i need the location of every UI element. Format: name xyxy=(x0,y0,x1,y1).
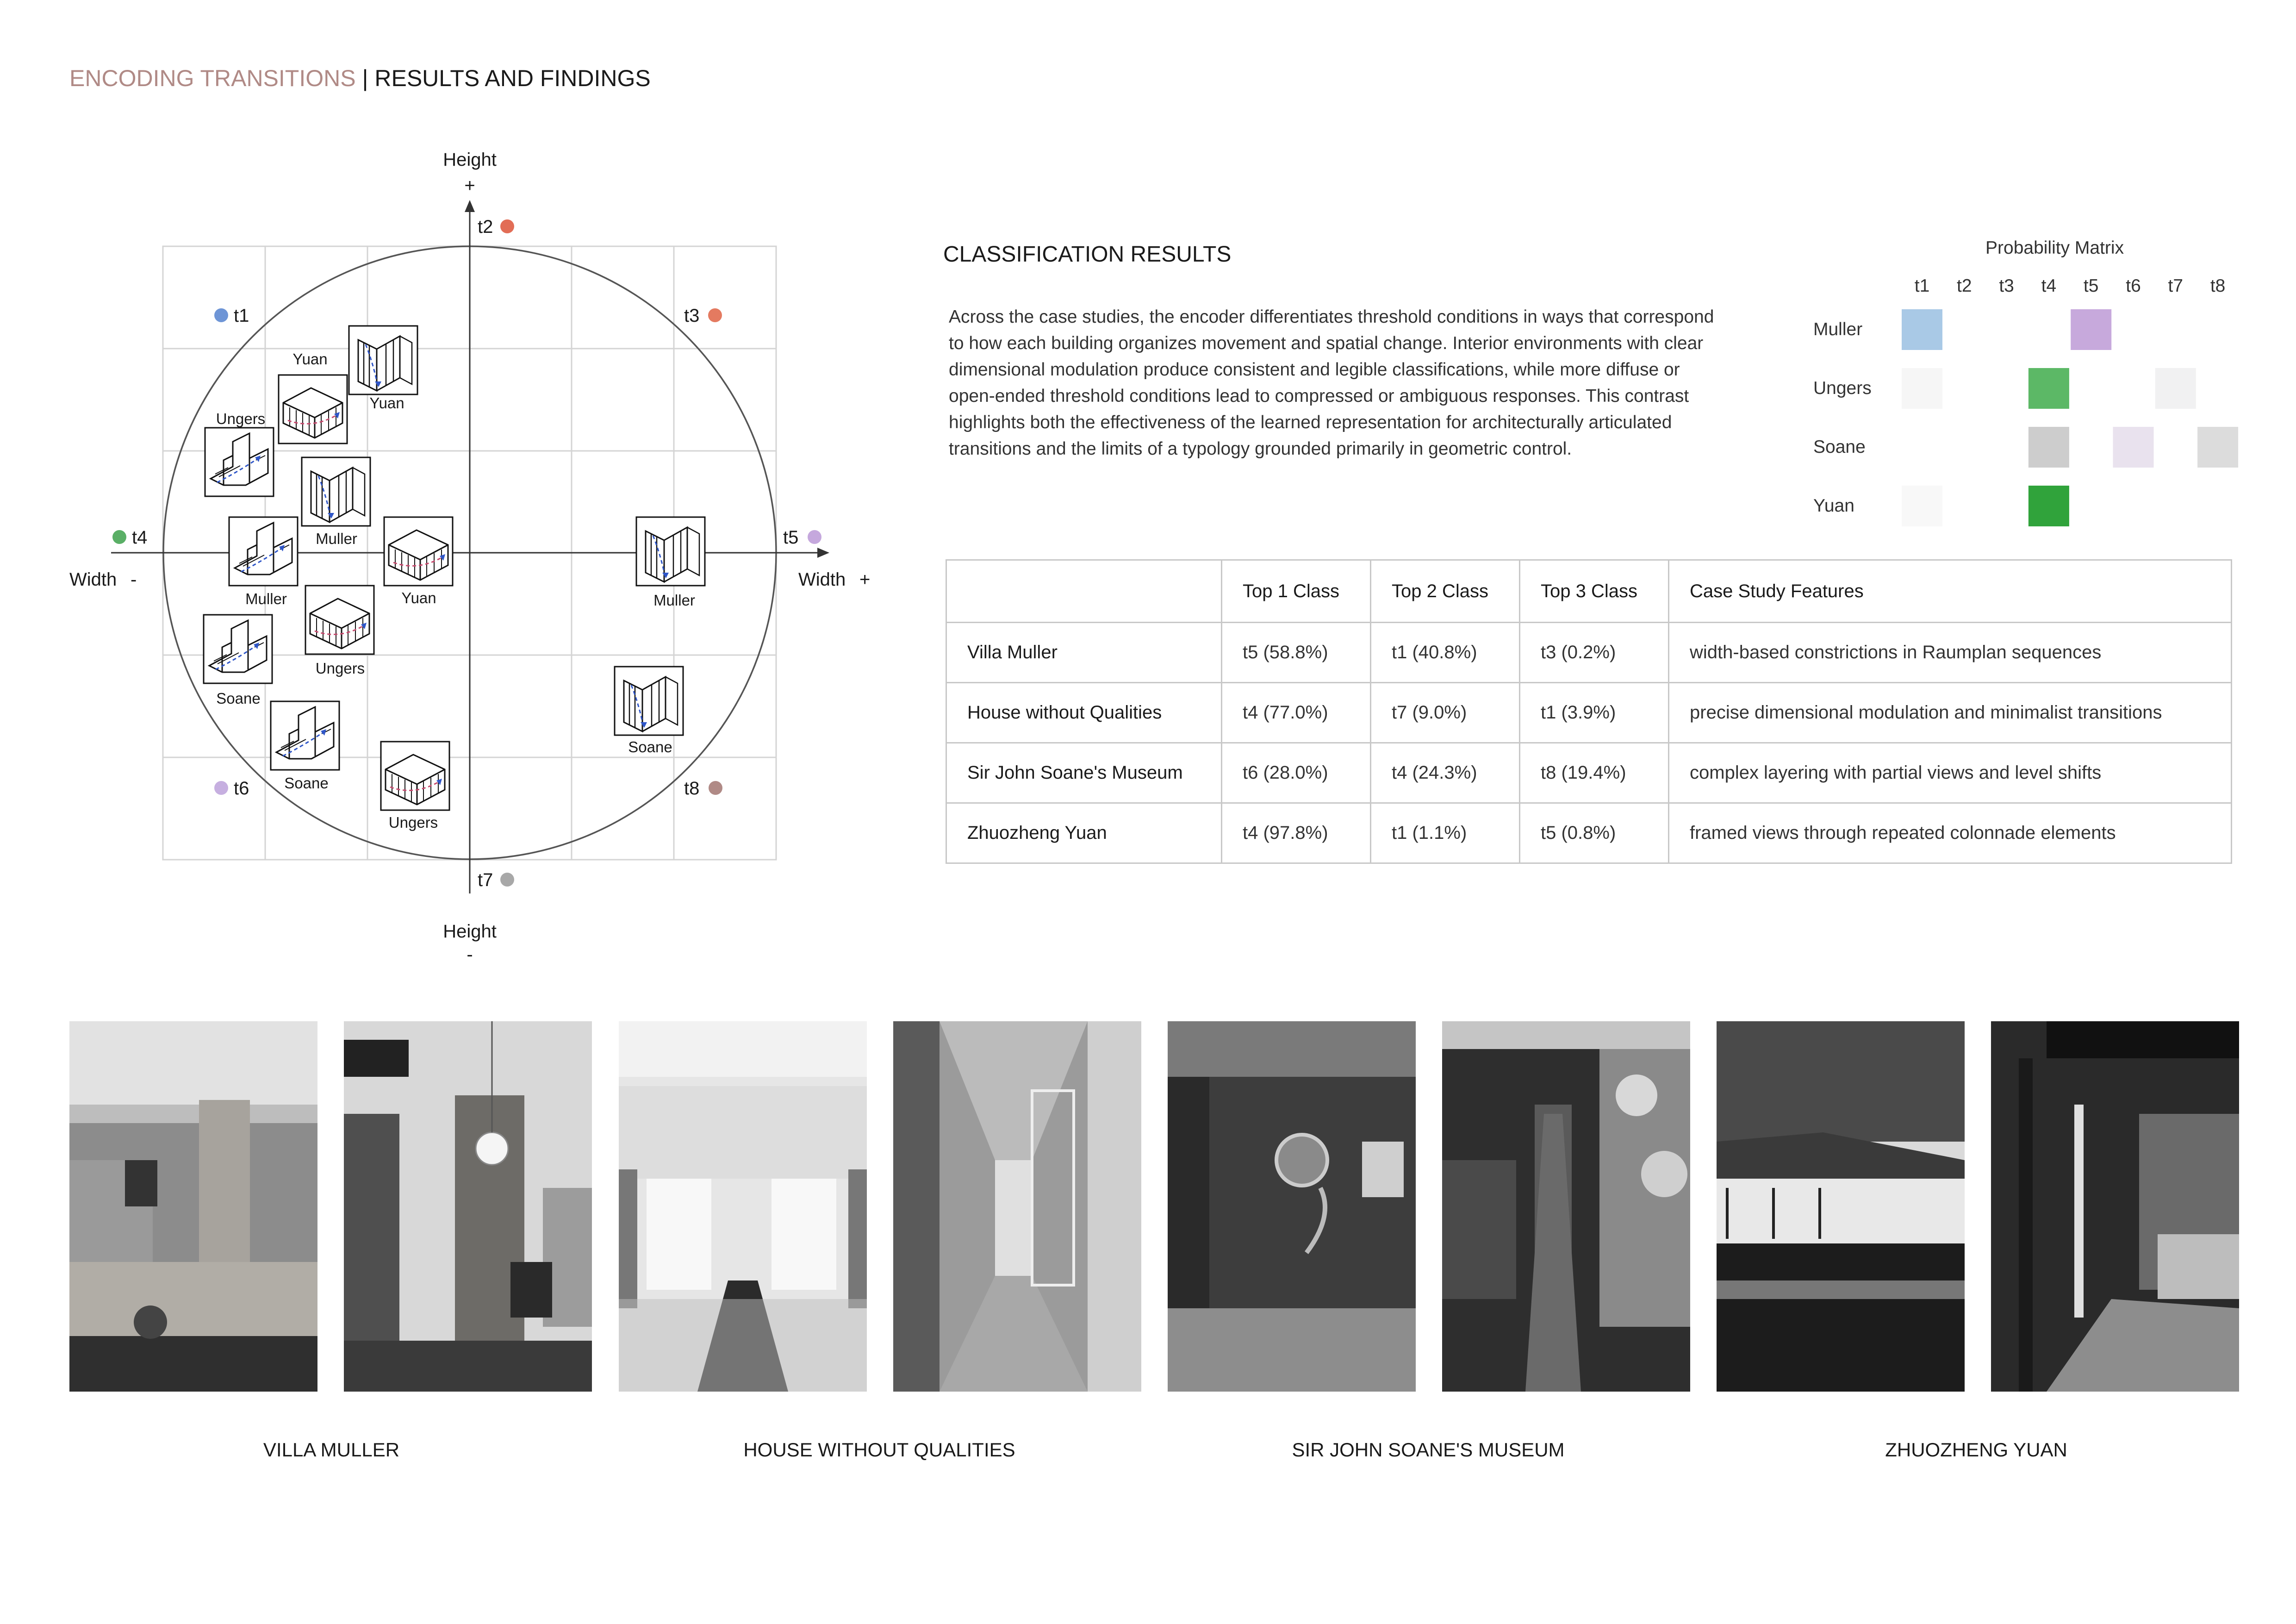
thumb-muller-1 xyxy=(302,457,370,526)
matrix-cell xyxy=(2028,368,2069,409)
table-cell: t8 (19.4%) xyxy=(1520,743,1669,803)
class-label-t6: t6 xyxy=(234,778,249,799)
table-cell: House without Qualities xyxy=(946,683,1222,743)
table-cell: precise dimensional modulation and minimalist transitions xyxy=(1669,683,2232,743)
table-cell: Villa Muller xyxy=(946,623,1222,683)
thumb-yuan-2 xyxy=(349,326,417,394)
table-cell: t3 (0.2%) xyxy=(1520,623,1669,683)
matrix-col-label: t3 xyxy=(1999,276,2014,296)
class-dot-t7 xyxy=(500,873,514,887)
thumb-label-soane-3: Soane xyxy=(284,775,329,792)
results-table xyxy=(946,559,2232,864)
matrix-cell xyxy=(2028,486,2069,526)
matrix-cell xyxy=(1902,486,1942,526)
thumb-muller-2 xyxy=(229,517,298,586)
class-dot-t4 xyxy=(112,530,126,544)
class-dot-t1 xyxy=(214,308,228,322)
matrix-cell xyxy=(1902,368,1942,409)
title-main: RESULTS AND FINDINGS xyxy=(374,65,651,91)
axis-label-top: Height xyxy=(443,150,497,170)
table-cell: complex layering with partial views and level shifts xyxy=(1669,743,2232,803)
caption-soane-museum: SIR JOHN SOANE'S MUSEUM xyxy=(1292,1439,1565,1461)
table-cell: framed views through repeated colonnade elements xyxy=(1669,803,2232,863)
thumb-label-muller-2: Muller xyxy=(245,590,287,607)
table-header-cell: Case Study Features xyxy=(1669,560,2232,623)
table-row xyxy=(946,683,2232,743)
class-label-t7: t7 xyxy=(478,870,493,890)
table-cell: t7 (9.0%) xyxy=(1371,683,1520,743)
matrix-col-label: t8 xyxy=(2210,276,2226,296)
thumb-label-soane-1: Soane xyxy=(216,690,261,707)
class-label-t4: t4 xyxy=(132,527,148,548)
class-marker-t8 xyxy=(684,778,722,799)
title-separator: | xyxy=(355,65,375,91)
class-marker-t6 xyxy=(214,778,249,799)
title-accent: ENCODING TRANSITIONS xyxy=(69,65,356,91)
class-dot-t8 xyxy=(709,781,722,795)
matrix-row-label: Soane xyxy=(1813,437,1866,457)
thumb-ungers-3 xyxy=(381,742,449,810)
thumb-soane-3 xyxy=(271,701,339,770)
table-cell: t1 (3.9%) xyxy=(1520,683,1669,743)
thumb-label-ungers-1: Ungers xyxy=(216,410,266,427)
matrix-cell xyxy=(2197,427,2238,468)
thumb-label-ungers-3: Ungers xyxy=(388,814,438,831)
thumb-soane-2 xyxy=(615,667,683,735)
photo-villa-muller-1 xyxy=(69,1021,317,1392)
thumb-ungers-2 xyxy=(305,586,374,654)
photo-soane-museum-1 xyxy=(1168,1021,1416,1392)
table-row xyxy=(946,803,2232,863)
caption-zhuozheng-yuan: ZHUOZHENG YUAN xyxy=(1885,1439,2067,1461)
table-header-cell: Top 1 Class xyxy=(1222,560,1371,623)
table-header-row xyxy=(946,560,2232,623)
table-header-cell xyxy=(946,560,1222,623)
thumb-yuan-3 xyxy=(384,517,453,586)
class-label-t5: t5 xyxy=(783,527,799,548)
thumb-label-ungers-2: Ungers xyxy=(315,660,365,677)
class-marker-t3 xyxy=(684,306,722,326)
axis-label-right: Width xyxy=(798,569,846,590)
photo-house-without-qualities-1 xyxy=(619,1021,867,1392)
matrix-row-label: Yuan xyxy=(1813,496,1854,516)
table-cell: Sir John Soane's Museum xyxy=(946,743,1222,803)
class-dot-t3 xyxy=(708,308,722,322)
axis-label-left: Width xyxy=(69,569,117,590)
photo-zhuozheng-yuan-2 xyxy=(1991,1021,2239,1392)
matrix-row-label: Ungers xyxy=(1813,378,1872,398)
table-cell: t1 (1.1%) xyxy=(1371,803,1520,863)
table-row xyxy=(946,743,2232,803)
class-marker-t7 xyxy=(478,870,514,890)
thumb-ungers-1 xyxy=(205,428,274,496)
table-cell: t4 (97.8%) xyxy=(1222,803,1371,863)
photo-zhuozheng-yuan-1 xyxy=(1717,1021,1965,1392)
classification-heading: CLASSIFICATION RESULTS xyxy=(943,242,1232,267)
matrix-cell xyxy=(2155,368,2196,409)
photo-villa-muller-2 xyxy=(344,1021,592,1392)
caption-house-without-qualities: HOUSE WITHOUT QUALITIES xyxy=(743,1439,1015,1461)
class-label-t3: t3 xyxy=(684,306,700,326)
axis-sign-left: - xyxy=(131,569,137,590)
table-cell: width-based constrictions in Raumplan sequences xyxy=(1669,623,2232,683)
class-dot-t6 xyxy=(214,781,228,795)
axis-arrow-up xyxy=(465,200,475,212)
thumb-muller-3 xyxy=(636,517,705,586)
thumb-label-yuan-3: Yuan xyxy=(401,589,436,606)
matrix-col-label: t4 xyxy=(2041,276,2057,296)
thumb-label-soane-2: Soane xyxy=(628,738,672,756)
matrix-cell xyxy=(1902,309,1942,350)
caption-villa-muller: VILLA MULLER xyxy=(263,1439,400,1461)
matrix-col-label: t6 xyxy=(2126,276,2141,296)
class-marker-t2 xyxy=(478,217,514,237)
table-cell: t6 (28.0%) xyxy=(1222,743,1371,803)
matrix-col-label: t1 xyxy=(1914,276,1930,296)
class-marker-t1 xyxy=(214,306,249,326)
matrix-col-label: t2 xyxy=(1957,276,1972,296)
matrix-col-label: t5 xyxy=(2083,276,2099,296)
table-cell: t1 (40.8%) xyxy=(1371,623,1520,683)
axis-sign-bottom: - xyxy=(467,944,473,965)
class-dot-t5 xyxy=(808,530,821,544)
table-cell: t5 (0.8%) xyxy=(1520,803,1669,863)
matrix-row-label: Muller xyxy=(1813,319,1863,339)
class-marker-t4 xyxy=(112,527,147,548)
class-label-t1: t1 xyxy=(234,306,249,326)
table-cell: t4 (77.0%) xyxy=(1222,683,1371,743)
thumb-yuan-1 xyxy=(279,375,347,443)
class-marker-t5 xyxy=(783,527,821,548)
matrix-cell xyxy=(2028,427,2069,468)
table-header-cell: Top 3 Class xyxy=(1520,560,1669,623)
thumb-label-yuan-2: Yuan xyxy=(369,394,404,412)
photo-soane-museum-2 xyxy=(1442,1021,1690,1392)
matrix-cell xyxy=(2071,309,2111,350)
thumb-label-muller-1: Muller xyxy=(316,530,357,547)
thumb-label-yuan-1: Yuan xyxy=(292,350,328,368)
table-cell: t5 (58.8%) xyxy=(1222,623,1371,683)
photo-house-without-qualities-2 xyxy=(893,1021,1141,1392)
axis-sign-top: + xyxy=(464,175,475,196)
table-row xyxy=(946,623,2232,683)
matrix-col-label: t7 xyxy=(2168,276,2184,296)
class-dot-t2 xyxy=(500,219,514,233)
thumb-soane-1 xyxy=(204,615,272,683)
transition-space-diagram xyxy=(0,0,926,995)
class-label-t8: t8 xyxy=(684,778,700,799)
table-cell: t4 (24.3%) xyxy=(1371,743,1520,803)
table-header-cell: Top 2 Class xyxy=(1371,560,1520,623)
thumb-label-muller-3: Muller xyxy=(653,592,695,609)
classification-paragraph: Across the case studies, the encoder differentiates threshold conditions in ways that correspond to how each building organizes movement and spatial change. Interior environments with clear dimensional modulation produce consistent and legible classifications, while more diffuse or open-ended threshold conditions lead to compressed or ambiguous responses. This contrast highlights both the effectiveness of the learned representation for architecturally articulated transitions and the limits of a typology grounded primarily in geometric control. xyxy=(949,307,1714,459)
axis-arrow-right xyxy=(817,548,829,558)
matrix-cell xyxy=(2113,427,2154,468)
axis-label-bottom: Height xyxy=(443,921,497,942)
class-label-t2: t2 xyxy=(478,217,493,237)
matrix-title: Probability Matrix xyxy=(1985,238,2124,258)
table-cell: Zhuozheng Yuan xyxy=(946,803,1222,863)
axis-sign-right: + xyxy=(859,569,871,590)
